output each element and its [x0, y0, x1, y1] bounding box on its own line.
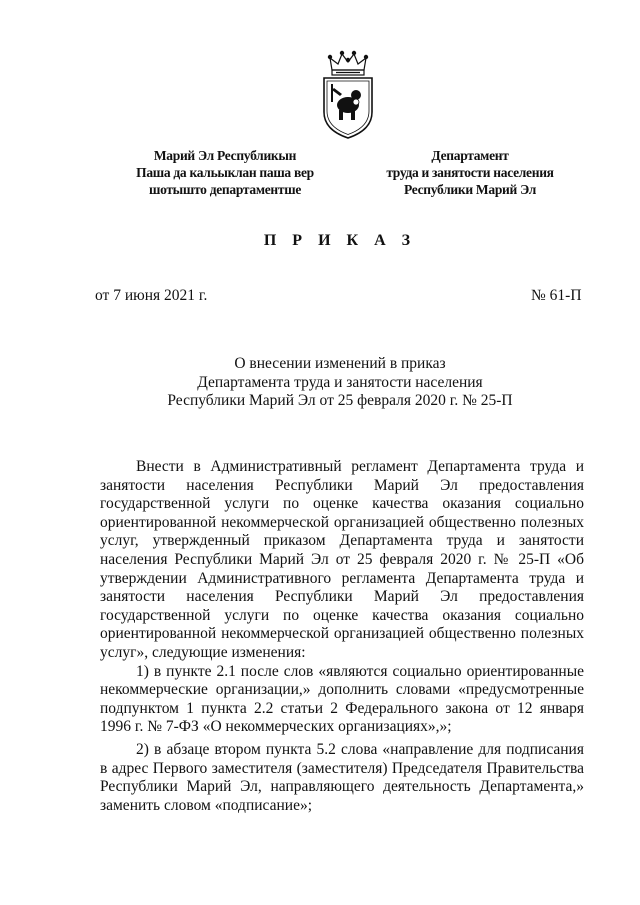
coat-of-arms-emblem — [318, 50, 378, 140]
subject-line: Республики Марий Эл от 25 февраля 2020 г. № 25-П — [167, 392, 513, 409]
header-left-block — [110, 147, 340, 198]
header-right-line: Департамент — [431, 148, 509, 163]
header-left-line: Марий Эл Республикын — [153, 148, 297, 163]
header-right-line: Республики Марий Эл — [403, 182, 537, 197]
subject-line: Департамента труда и занятости населения — [197, 373, 483, 391]
header-right-line: труда и занятости населения — [386, 165, 554, 180]
header-left-line: шотышто департаментше — [148, 182, 302, 197]
body-item-1: 1) в пункте 2.1 после слов «являются социально ориентированные некоммерческие организации,» дополнить словами «предусмотренные подпунктом 1 пункта 2.2 статьи 2 Федерального закона от 12 января 1996 г. № 7-ФЗ «О некоммерческих организациях»,»; — [100, 662, 584, 736]
header-left-line: Паша да кальыклан паша вер — [136, 165, 314, 180]
document-type-title: П Р И К А З — [263, 232, 417, 249]
subject-line: О внесении изменений в приказ — [234, 355, 446, 372]
document-body — [100, 458, 584, 815]
body-item-2: 2) в абзаце втором пункта 5.2 слова «направление для подписания в адрес Первого заместителя (заместителя) Председателя Правительства Республики Марий Эл, направляющего деятельность Департамента,» заменить словом «подписание»; — [100, 740, 584, 814]
document-number: № 61-П — [531, 287, 582, 304]
document-subject — [100, 355, 580, 411]
header-right-block — [345, 147, 595, 198]
body-intro-paragraph: Внести в Административный регламент Департамента труда и занятости населения Республики Марий Эл предоставления государственной услуги по оценке качества оказания социально ориентированной некоммерческой организацией общественно полезных услуг, утвержденный приказом Департамента труда и занятости населения Республики Марий Эл от 25 февраля 2020 г. № 25-П «Об утверждении Административного регламента Департамента труда и занятости населения Республики Марий Эл предоставления государственной услуги по оценке качества оказания социально ориентированной некоммерческой организацией общественно полезных услуг», следующие изменения: — [100, 458, 584, 661]
document-date: от 7 июня 2021 г. — [95, 287, 208, 304]
